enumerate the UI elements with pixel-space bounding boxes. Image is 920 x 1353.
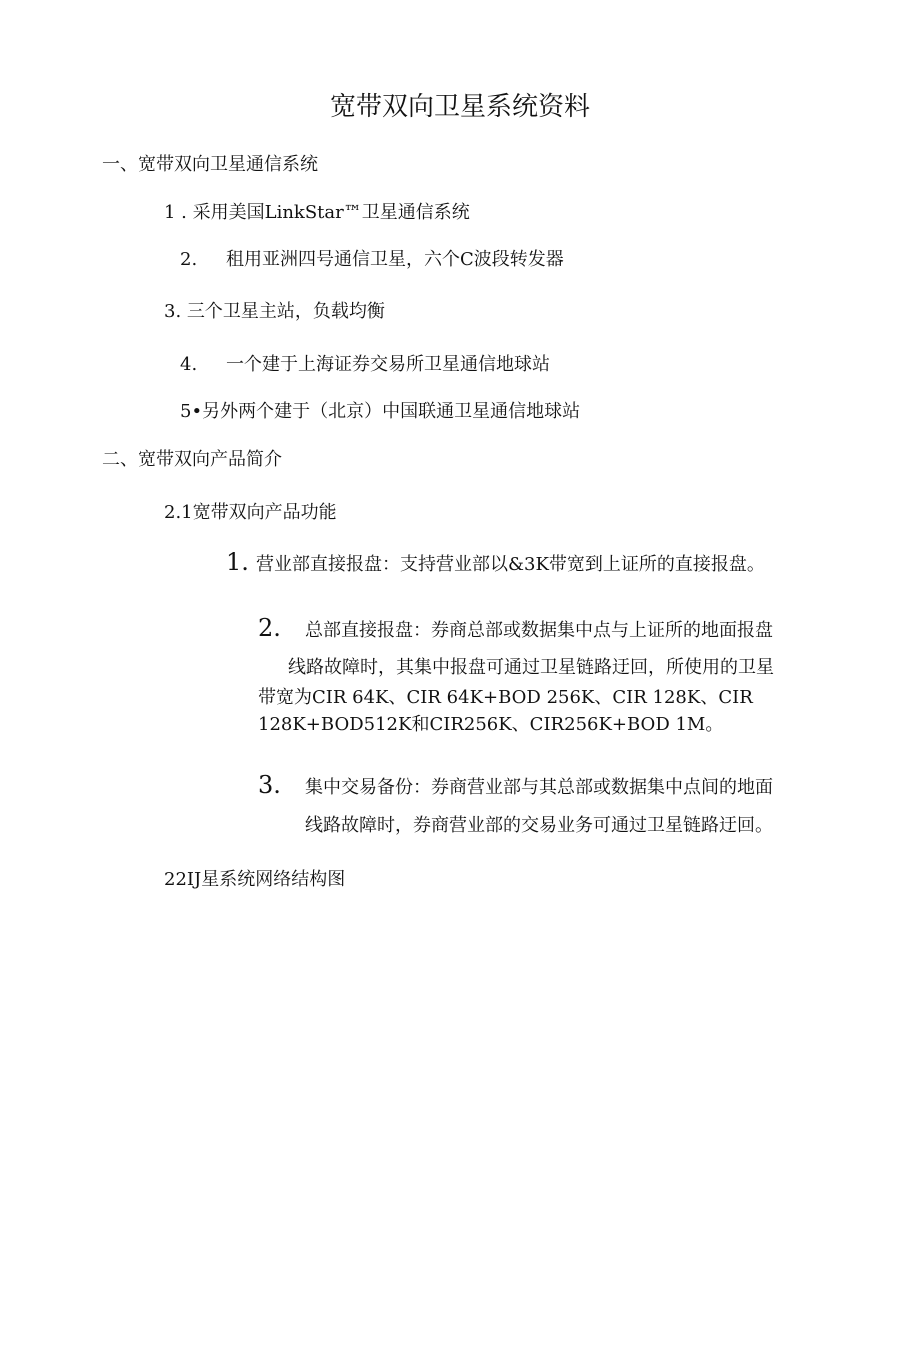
feature-3-line-2: 线路故障时，券商营业部的交易业务可通过卫星链路迂回。 xyxy=(305,815,773,836)
feature-2-line-4: 128K+BOD512K和CIR256K、CIR256K+BOD 1M。 xyxy=(258,714,724,735)
subsection-2-1-heading: 2.1宽带双向产品功能 xyxy=(164,502,337,523)
feature-1-number: 1. xyxy=(226,548,249,576)
feature-3-line-1: 集中交易备份：券商营业部与其总部或数据集中点间的地面 xyxy=(305,777,773,798)
list-item-4-number: 4. xyxy=(180,354,198,375)
section-1-heading: 一、宽带双向卫星通信系统 xyxy=(102,154,318,175)
list-item-1: 1 . 采用美国LinkStar™卫星通信系统 xyxy=(164,202,470,223)
list-item-3: 3. 三个卫星主站，负载均衡 xyxy=(164,301,385,322)
document-title: 宽带双向卫星系统资料 xyxy=(329,92,590,122)
feature-2-number: 2. xyxy=(258,614,281,642)
list-item-4-text: 一个建于上海证券交易所卫星通信地球站 xyxy=(226,354,550,375)
feature-2-line-2: 线路故障时，其集中报盘可通过卫星链路迂回，所使用的卫星 xyxy=(288,657,774,678)
list-item-2-text: 租用亚洲四号通信卫星，六个C波段转发器 xyxy=(226,249,564,270)
subsection-2-2-heading: 22IJ星系统网络结构图 xyxy=(164,869,346,890)
section-2-heading: 二、宽带双向产品简介 xyxy=(102,449,282,470)
feature-1-line-1: 营业部直接报盘：支持营业部以&3K带宽到上证所的直接报盘。 xyxy=(256,554,765,575)
feature-2-line-1: 总部直接报盘：券商总部或数据集中点与上证所的地面报盘 xyxy=(305,620,773,641)
list-item-2-number: 2. xyxy=(180,249,198,270)
list-item-5: 5•另外两个建于（北京）中国联通卫星通信地球站 xyxy=(180,401,581,422)
feature-3-number: 3. xyxy=(258,771,281,799)
feature-2-line-3: 带宽为CIR 64K、CIR 64K+BOD 256K、CIR 128K、CIR xyxy=(258,687,753,708)
